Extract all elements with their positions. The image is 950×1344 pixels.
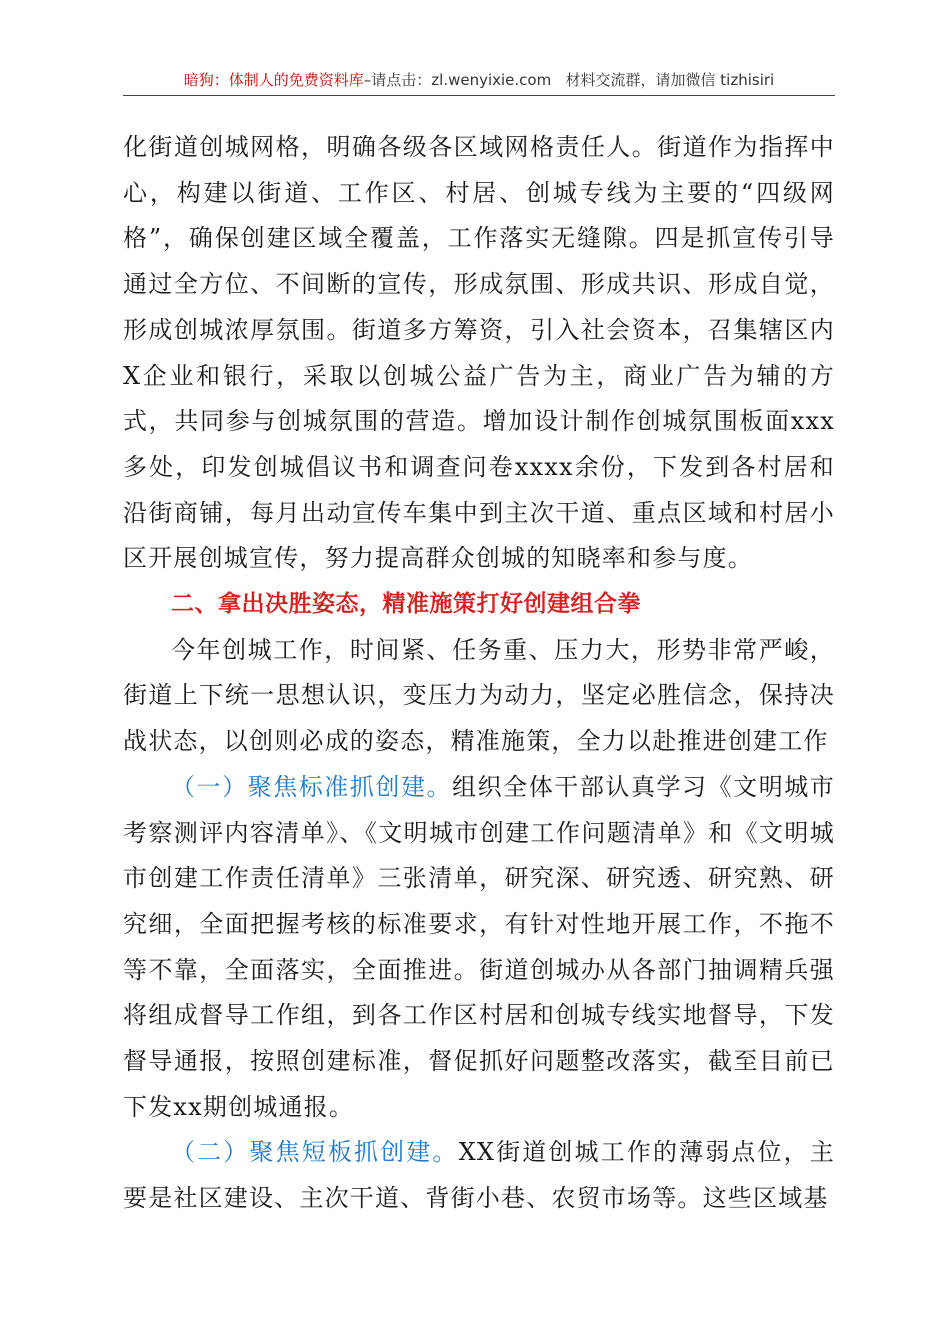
section-heading-2: 二、拿出决胜姿态，精准施策打好创建组合拳 [171, 591, 641, 618]
paragraph-1: 化街道创城网格，明确各级各区域网格责任人。街道作为指挥中心，构建以街道、工作区、村居、创城专线为主要的“四级网格”，确保创建区域全覆盖，工作落实无缝隙。四是抓宣传引导通过全方位、不间断的宣传，形成氛围、形成共识、形成自觉，形成创城浓厚氛围。街道多方筹资，引入社会资本，召集辖区内X企业和银行，采取以创城公益广告为主，商业广告为辅的方式，共同参与创城氛围的营造。增加设计制作创城氛围板面xxx多处，印发创城倡议书和调查问卷xxxx余份，下发到各村居和沿街商铺，每月出动宣传车集中到主次干道、重点区域和村居小区开展创城宣传，努力提高群众创城的知晓率和参与度。 [123, 133, 835, 573]
subsection-title-1: （一）聚焦标准抓创建。 [171, 772, 453, 801]
header-divider [123, 95, 835, 96]
paragraph-3 [123, 765, 835, 1131]
subsection-title-2: （二）聚焦短板抓创建。 [171, 1138, 459, 1167]
header-contact: 材料交流群，请加微信 tizhisiri [565, 71, 775, 89]
document-body [123, 125, 835, 1222]
paragraph-3-body: 组织全体干部认真学习《文明城市考察测评内容清单》、《文明城市创建工作问题清单》和《文明城市创建工作责任清单》三张清单，研究深、研究透、研究熟、研究细，全面把握考核的标准要求，有针对性地开展工作，不拖不等不靠，全面落实，全面推进。街道创城办从各部门抽调精兵强将组成督导工作组，到各工作区村居和创城专线实地督导，下发督导通报，按照创建标准，督促抓好问题整改落实，截至目前已下发xx期创城通报。 [123, 772, 836, 1121]
page-header [123, 66, 835, 94]
paragraph-4 [123, 1130, 835, 1221]
header-link[interactable]: –请点击：zl.wenyixie.com [363, 71, 552, 89]
paragraph-2: 今年创城工作，时间紧、任务重、压力大，形势非常严峻，街道上下统一思想认识，变压力为动力，坚定必胜信念，保持决战状态，以创则必成的姿态，精准施策，全力以赴推进创建工作 [123, 635, 835, 756]
header-brand: 暗狗：体制人的免费资料库 [183, 71, 364, 89]
paragraph-4-body: XX街道创城工作的薄弱点位，主要是社区建设、主次干道、背街小巷、农贸市场等。这些区域基 [123, 1138, 836, 1213]
